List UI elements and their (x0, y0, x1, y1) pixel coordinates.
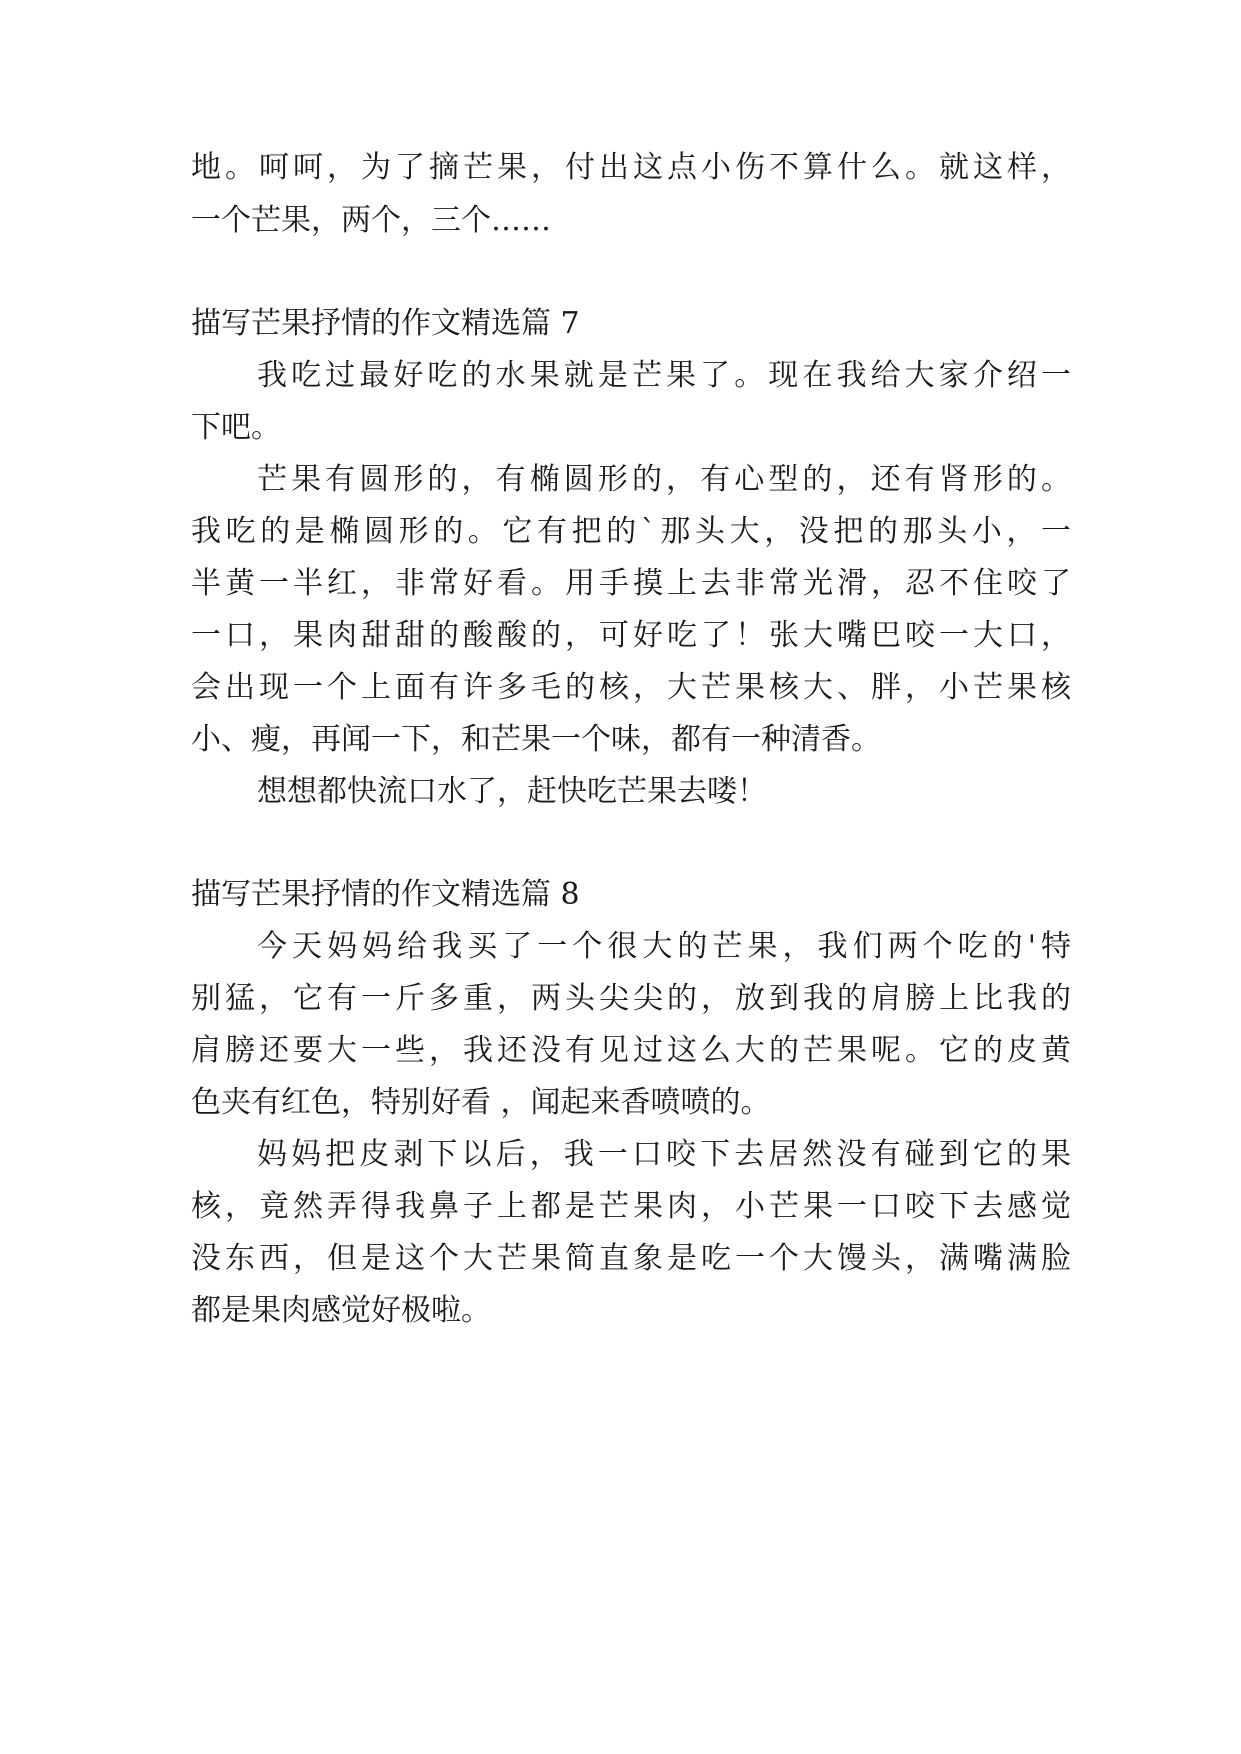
intro-line: 地。呵呵，为了摘芒果，付出这点小伤不算什么。就这样， (191, 150, 1071, 185)
paragraph-line: 想想都快流口水了，赶快吃芒果去喽！ (257, 774, 767, 809)
paragraph-line: 核，竟然弄得我鼻子上都是芒果肉，小芒果一口咬下去感觉 (191, 1189, 1071, 1224)
intro-line: 一个芒果，两个，三个…… (191, 203, 551, 238)
paragraph-line: 妈妈把皮剥下以后，我一口咬下去居然没有碰到它的果 (257, 1137, 1071, 1172)
paragraph-line: 都是果肉感觉好极啦。 (191, 1293, 491, 1328)
paragraph-line: 小、瘦，再闻一下，和芒果一个味，都有一种清香。 (191, 722, 881, 757)
paragraph-line: 半黄一半红，非常好看。用手摸上去非常光滑，忍不住咬了 (191, 566, 1071, 601)
paragraph-line: 芒果有圆形的，有椭圆形的，有心型的，还有肾形的。 (257, 462, 1071, 497)
paragraph-line: 会出现一个上面有许多毛的核，大芒果核大、胖，小芒果核 (191, 670, 1071, 705)
paragraph-line: 一口，果肉甜甜的酸酸的，可好吃了！张大嘴巴咬一大口， (191, 618, 1071, 653)
paragraph-line: 没东西，但是这个大芒果简直象是吃一个大馒头，满嘴满脸 (191, 1241, 1071, 1276)
paragraph-line: 今天妈妈给我买了一个很大的芒果，我们两个吃的'特 (257, 929, 1071, 964)
paragraph-line: 下吧。 (191, 410, 281, 445)
section-heading: 描写芒果抒情的作文精选篇 8 (191, 877, 580, 912)
section-heading: 描写芒果抒情的作文精选篇 7 (191, 306, 580, 341)
paragraph-line: 色夹有红色，特别好看 ，闻起来香喷喷的。 (191, 1085, 771, 1120)
paragraph-line: 别猛，它有一斤多重，两头尖尖的，放到我的肩膀上比我的 (191, 981, 1071, 1016)
paragraph-line: 我吃的是椭圆形的。它有把的`那头大，没把的那头小，一 (191, 514, 1071, 549)
paragraph-line: 我吃过最好吃的水果就是芒果了。现在我给大家介绍一 (257, 358, 1071, 393)
paragraph-line: 肩膀还要大一些，我还没有见过这么大的芒果呢。它的皮黄 (191, 1033, 1071, 1068)
